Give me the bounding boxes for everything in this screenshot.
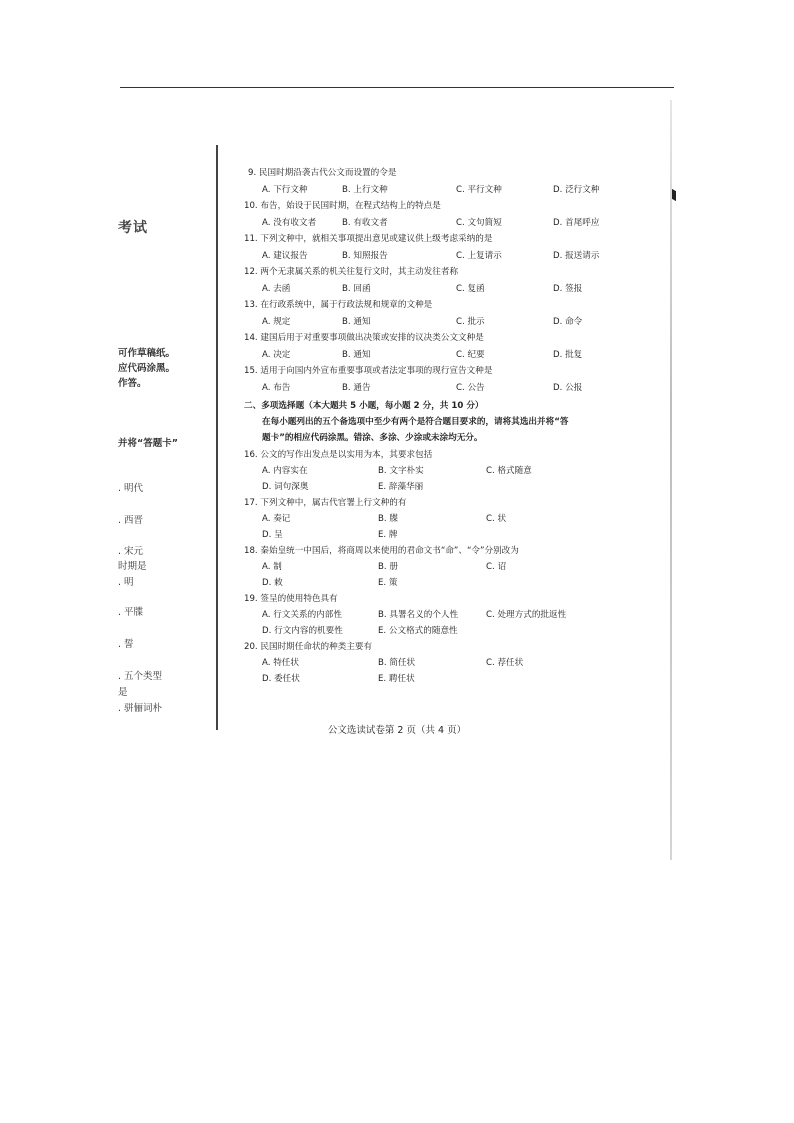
- answer-option: E. 辞藻华丽: [378, 482, 424, 492]
- answer-option: B. 通告: [342, 382, 371, 393]
- fragment-text: 作答。: [118, 378, 147, 389]
- answer-option: A. 建议报告: [262, 250, 308, 261]
- answer-option: D. 公报: [553, 382, 583, 393]
- answer-option: A. 没有收文者: [262, 217, 317, 228]
- fragment-text: . 骈俪词朴: [118, 703, 163, 714]
- answer-option: E. 公文格式的随意性: [378, 626, 458, 636]
- fragment-text: 是: [118, 687, 128, 698]
- section-heading: 二、多项选择题（本大题共 5 小题，每小题 2 分，共 10 分）: [244, 401, 484, 411]
- answer-option: B. 知照报告: [342, 250, 388, 261]
- fragment-text: 时期是: [118, 561, 147, 572]
- fragment-text: . 西晋: [118, 515, 144, 526]
- answer-option: C. 状: [486, 514, 507, 524]
- answer-option: A. 制: [262, 562, 282, 572]
- answer-option: C. 格式随意: [486, 466, 532, 476]
- answer-option: B. 牒: [378, 514, 398, 524]
- answer-option: E. 策: [378, 578, 398, 588]
- answer-option: E. 牌: [378, 530, 398, 540]
- answer-option: D. 呈: [262, 530, 283, 540]
- answer-option: A. 奏记: [262, 514, 291, 524]
- answer-option: B. 上行文种: [342, 184, 388, 195]
- answer-option: D. 敕: [262, 578, 283, 588]
- question-stem: 15. 适用于向国内外宣布重要事项或者法定事项的现行宣告文种是: [244, 366, 493, 376]
- question-stem: 11. 下列文种中，就相关事项提出意见或建议供上级考虑采纳的是: [244, 234, 493, 244]
- fragment-text: 考试: [118, 220, 148, 236]
- fragment-text: . 宋元: [118, 546, 144, 557]
- page-footer: 公文选读试卷第 2 页（共 4 页）: [327, 725, 467, 736]
- answer-option: C. 批示: [456, 316, 485, 327]
- fragment-text: 可作草稿纸。: [118, 348, 176, 359]
- answer-option: D. 行文内容的机要性: [262, 626, 343, 636]
- column-divider: [216, 145, 218, 730]
- answer-option: B. 文字朴实: [378, 466, 424, 476]
- answer-option: D. 委任状: [262, 674, 300, 684]
- answer-option: B. 通知: [342, 316, 371, 327]
- answer-option: C. 纪要: [456, 349, 485, 360]
- answer-option: D. 词句深奥: [262, 482, 309, 492]
- answer-option: A. 特任状: [262, 658, 299, 668]
- answer-option: C. 复函: [456, 283, 485, 294]
- fragment-text: 应代码涂黑。: [118, 363, 176, 374]
- fragment-text: . 誓: [118, 639, 134, 650]
- answer-option: B. 简任状: [378, 658, 416, 668]
- answer-option: B. 具署名义的个人性: [378, 610, 459, 620]
- answer-option: A. 内容实在: [262, 466, 308, 476]
- answer-option: C. 文句简短: [456, 217, 502, 228]
- answer-option: D. 命令: [553, 316, 583, 327]
- section-instruction: 题卡”的相应代码涂黑。错涂、多涂、少涂或未涂均无分。: [262, 433, 483, 443]
- answer-option: C. 平行文种: [456, 184, 502, 195]
- answer-option: C. 诏: [486, 562, 507, 572]
- answer-option: C. 处理方式的批返性: [486, 610, 567, 620]
- question-stem: 16. 公文的写作出发点是以实用为本，其要求包括: [244, 450, 433, 460]
- answer-option: D. 报送请示: [553, 250, 600, 261]
- answer-option: D. 批复: [553, 349, 583, 360]
- fragment-text: . 明: [118, 577, 134, 588]
- fragment-text: . 平牒: [118, 607, 144, 618]
- question-stem: 10. 布告，始设于民国时期，在程式结构上的特点是: [244, 201, 441, 211]
- question-stem: 12. 两个无隶属关系的机关往复行文时，其主动发往者称: [244, 267, 459, 277]
- fragment-text: . 五个类型: [118, 671, 163, 682]
- question-stem: 18. 秦始皇统一中国后，将商周以来使用的君命文书“命”、“令”分别改为: [244, 546, 519, 556]
- answer-option: D. 签报: [553, 283, 583, 294]
- answer-option: A. 布告: [262, 382, 291, 393]
- question-stem: 9. 民国时期沿袭古代公文而设置的令是: [248, 168, 397, 178]
- answer-option: D. 首尾呼应: [553, 217, 600, 228]
- answer-option: A. 去函: [262, 283, 291, 294]
- answer-option: B. 通知: [342, 349, 371, 360]
- answer-option: C. 上复请示: [456, 250, 502, 261]
- question-stem: 14. 建国后用于对重要事项做出决策或安排的议决类公文文种是: [244, 333, 484, 343]
- answer-option: B. 册: [378, 562, 398, 572]
- fragment-text: 并将“答题卡”: [118, 438, 178, 449]
- question-stem: 20. 民国时期任命状的种类主要有: [244, 642, 373, 652]
- answer-option: A. 决定: [262, 349, 291, 360]
- answer-option: A. 下行文种: [262, 184, 308, 195]
- section-instruction: 在每小题列出的五个备选项中至少有两个是符合题目要求的，请将其选出并将“答: [262, 417, 569, 427]
- question-stem: 13. 在行政系统中，属于行政法规和规章的文种是: [244, 300, 433, 310]
- answer-option: B. 有收文者: [342, 217, 388, 228]
- header-rule: [120, 87, 674, 88]
- fragment-text: . 明代: [118, 483, 144, 494]
- answer-option: A. 行文关系的内部性: [262, 610, 342, 620]
- answer-option: A. 规定: [262, 316, 291, 327]
- question-stem: 19. 签呈的使用特色具有: [244, 594, 338, 604]
- answer-option: C. 公告: [456, 382, 485, 393]
- answer-option: D. 泛行文种: [553, 184, 600, 195]
- answer-option: E. 聘任状: [378, 674, 415, 684]
- scan-edge: [670, 100, 672, 860]
- question-stem: 17. 下列文种中，属古代官署上行文种的有: [244, 498, 407, 508]
- answer-option: C. 荐任状: [486, 658, 524, 668]
- scan-mark: [672, 189, 676, 201]
- answer-option: B. 回函: [342, 283, 371, 294]
